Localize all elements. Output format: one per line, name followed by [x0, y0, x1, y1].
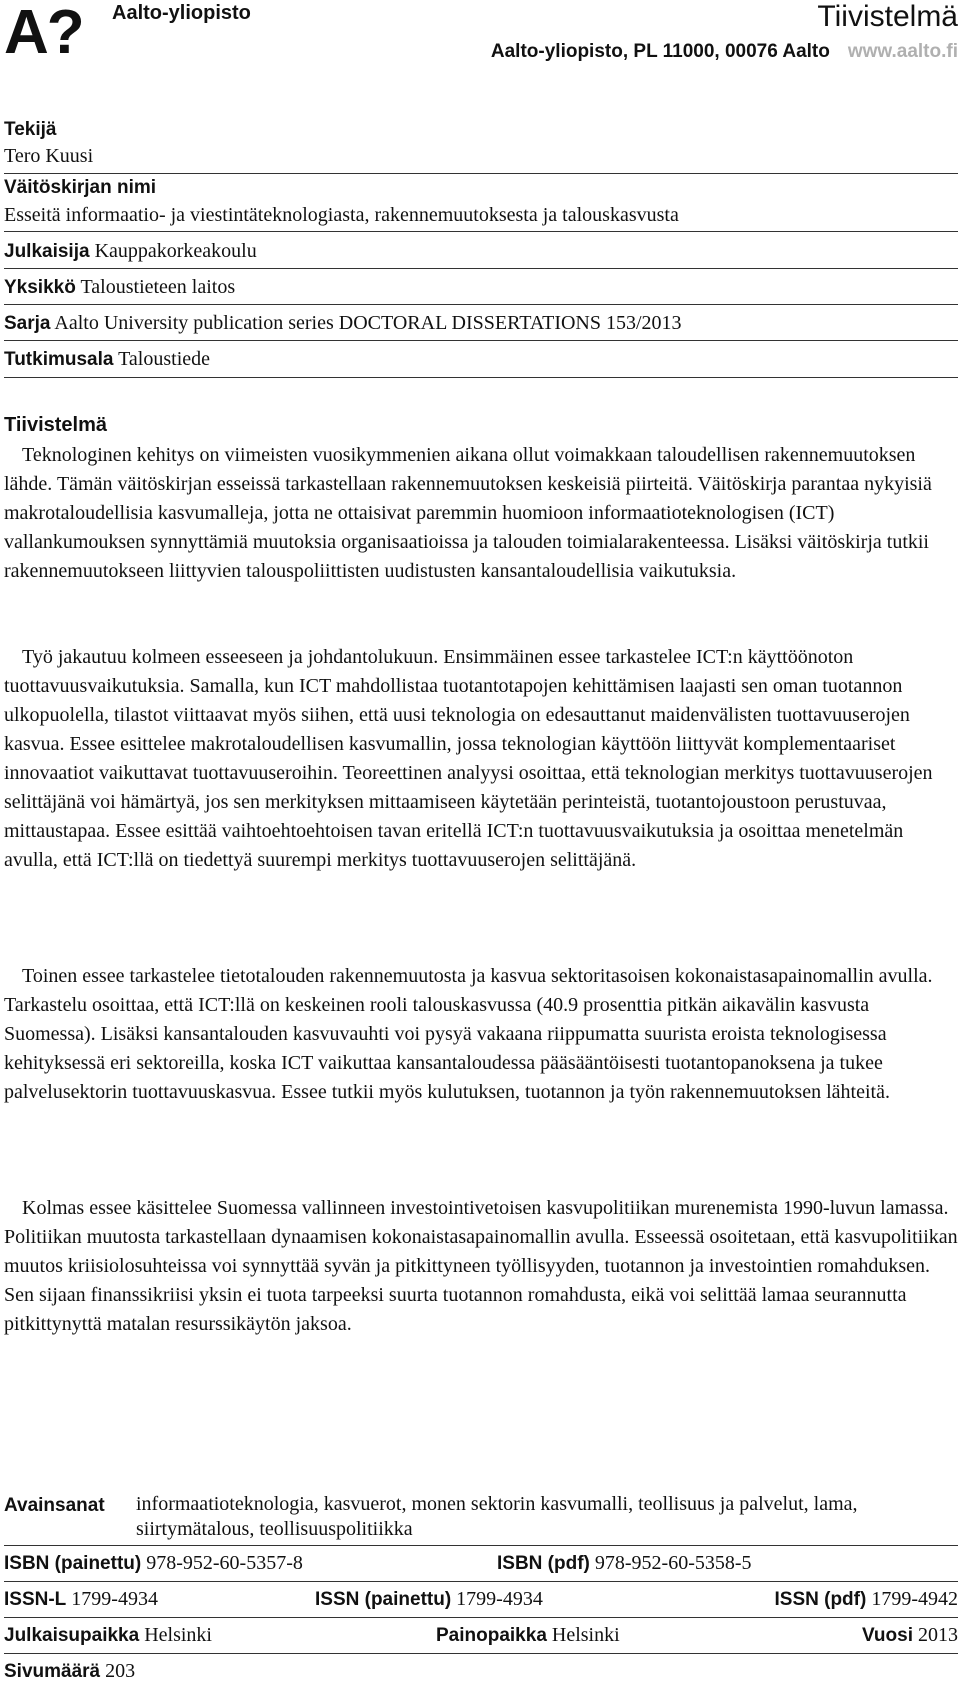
issn-print-label: ISSN (painettu): [315, 1589, 452, 1610]
pages-row: [4, 1658, 135, 1685]
university-name: Aalto-yliopisto: [112, 2, 251, 24]
issnl-row: [4, 1586, 158, 1613]
issn-print-value: 1799-4934: [456, 1588, 543, 1610]
divider: [4, 304, 958, 305]
abstract-paragraph-3: [4, 962, 959, 1107]
keywords-label-row: [4, 1492, 105, 1519]
abstract-paragraph-4: [4, 1194, 959, 1339]
isbn-print-value: 978-952-60-5357-8: [146, 1552, 303, 1574]
series-row: [4, 310, 958, 337]
unit-label: Yksikkö: [4, 277, 76, 298]
isbn-print-row: [4, 1550, 303, 1577]
divider: [4, 1581, 958, 1582]
unit-row: [4, 274, 958, 301]
divider: [4, 1545, 958, 1546]
isbn-pdf-label: ISBN (pdf): [497, 1553, 590, 1574]
website-link[interactable]: www.aalto.fi: [847, 41, 958, 62]
isbn-pdf-value: 978-952-60-5358-5: [594, 1552, 752, 1574]
issn-pdf-value: 1799-4942: [871, 1588, 958, 1610]
publisher-label: Julkaisija: [4, 241, 90, 262]
series-label: Sarja: [4, 313, 51, 334]
field-value: Taloustiede: [118, 348, 211, 370]
thesis-label: Väitöskirjan nimi: [4, 177, 157, 198]
abstract-paragraph-2: [4, 643, 959, 875]
aalto-logo: A?: [4, 0, 83, 67]
pub-place-label: Julkaisupaikka: [4, 1625, 140, 1646]
thesis-title: Esseitä informaatio- ja viestintäteknologiasta, rakennemuutoksesta ja talouskasvusta: [4, 204, 679, 226]
isbn-print-label: ISBN (painettu): [4, 1553, 142, 1574]
divider: [4, 268, 958, 269]
pages-value: 203: [105, 1660, 136, 1682]
address-line: [491, 41, 958, 63]
divider: [4, 377, 958, 378]
issn-pdf-label: ISSN (pdf): [774, 1589, 867, 1610]
abstract-paragraph-1: [4, 441, 959, 586]
isbn-pdf-row: [497, 1550, 752, 1577]
field-label: Tutkimusala: [4, 349, 114, 370]
author-label: Tekijä: [4, 119, 57, 140]
unit-value: Taloustieteen laitos: [80, 276, 236, 298]
print-place-row: [436, 1622, 620, 1649]
author-name: Tero Kuusi: [4, 145, 94, 167]
pages-label: Sivumäärä: [4, 1661, 101, 1682]
print-place-label: Painopaikka: [436, 1625, 547, 1646]
author-label-row: [4, 116, 958, 143]
year-value: 2013: [918, 1624, 958, 1646]
year-row: [862, 1622, 958, 1649]
thesis-label-row: [4, 174, 958, 201]
postal-address: Aalto-yliopisto, PL 11000, 00076 Aalto: [490, 41, 830, 62]
publisher-row: [4, 238, 958, 265]
publisher-value: Kauppakorkeakoulu: [94, 240, 257, 262]
page-title: Tiivistelmä: [817, 0, 958, 33]
divider: [4, 340, 958, 341]
divider: [4, 1653, 958, 1654]
pub-place-row: [4, 1622, 212, 1649]
abstract-text: Toinen essee tarkastelee tietotalouden rakennemuutosta ja kasvua sektoritasoisen kokonaistasapainomallin avulla. Tarkastelu osoittaa, että ICT:llä on keskeinen rooli talouskasvussa (40.9 prosenttia pitkän aikavälin kasvusta Suomessa). Lisäksi kansantalouden kasvuvauhti voi pysyä vakaana riippumatta suurista eroista teknologisessa kehityksessä eri sektoreilla, koska ICT vaikuttaa kansantaloudessa pääsääntöisesti tuotantopanoksena ja tukee palvelusektorin tuottavuuskasvua. Essee tutkii myös kulutuksen, tuotannon ja työn rakennemuutoksen lähteitä.: [4, 965, 933, 1103]
divider: [4, 231, 958, 232]
field-row: [4, 346, 958, 373]
thesis-row: [4, 202, 958, 228]
divider: [4, 1617, 958, 1618]
issn-print-row: [315, 1586, 543, 1613]
keywords-value: informaatioteknologia, kasvuerot, monen sektorin kasvumalli, teollisuus ja palvelut, lama, siirtymätalous, teollisuuspolitiikka: [136, 1493, 858, 1540]
abstract-text: Kolmas essee käsittelee Suomessa vallinneen investointivetoisen kasvupolitiikan murenemista 1990-luvun lamassa. Politiikan muutosta tarkastellaan dynaamisen kokonaistasapainomallin avulla. Esseessä osoitetaan, että kasvupolitiikan muutos kriisiolosuhteissa voi synnyttää syvän ja pitkittyneen työllisyyden, tuotannon ja investointien romahduksen. Sen sijaan finanssikriisi yksin ei tuota tarpeeksi suurta tuotannon romahdusta, eikä voi selittää lamaa seurannutta pitkittynyttä matalan resurssikäytön jaksoa.: [4, 1197, 958, 1335]
abstract-text: Työ jakautuu kolmeen esseeseen ja johdantolukuun. Ensimmäinen essee tarkastelee ICT:n käyttöönoton tuottavuusvaikutuksia. Samalla, kun ICT mahdollistaa tuotantotapojen kehittämisen laajasti sen oman tuotannon ulkopuolella, tilastot viittaavat myös siihen, että uusi teknologia on edesauttanut maidenvälisten tuottavuuserojen kasvua. Essee esittelee makrotaloudellisen kasvumallin, jossa teknologian käyttöön liittyvät komplementaariset innovaatiot vaikuttavat tuottavuuseroihin. Teoreettinen analyysi osoittaa, että teknologian merkitys tuottavuuserojen selittäjänä voi hämärtyä, jos sen merkityksen mittaamiseen käytetään perinteistä, tuotantojoustoon perustuvaa, mittaustapaa. Essee esittää vaihtoehtoehtoisen tavan eritellä ICT:n tuottavuusvaikutuksia ja osoittaa menetelmän avulla, että ICT:llä on tiedettyä suurempi merkitys tuottavuuserojen selittäjänä.: [4, 646, 933, 871]
abstract-heading: Tiivistelmä: [4, 414, 108, 436]
keywords-label: Avainsanat: [4, 1495, 105, 1516]
abstract-text: Teknologinen kehitys on viimeisten vuosikymmenien aikana ollut voimakkaan taloudellisen rakennemuutoksen lähde. Tämän väitöskirjan esseissä tarkastellaan rakennemuutoksen keskeisiä piirteitä. Väitöskirja parantaa nykyisiä makrotaloudellisia kasvumalleja, jotta ne ottaisivat paremmin huomioon informaatioteknologisen (ICT) vallankumouksen synnyttämiä muutoksia organisaatioissa ja talouden toimialarakenteessa. Lisäksi väitöskirja tutkii rakennemuutokseen liittyvien talouspoliittisten uudistusten kansantaloudellisia vaikutuksia.: [4, 444, 932, 582]
issn-pdf-row: [775, 1586, 959, 1613]
issnl-value: 1799-4934: [71, 1588, 158, 1610]
pub-place-value: Helsinki: [144, 1624, 212, 1646]
year-label: Vuosi: [861, 1625, 913, 1646]
issnl-label: ISSN-L: [4, 1589, 67, 1610]
author-row: [4, 143, 958, 169]
series-value: Aalto University publication series DOCTORAL DISSERTATIONS 153/2013: [54, 312, 682, 334]
print-place-value: Helsinki: [551, 1624, 620, 1646]
